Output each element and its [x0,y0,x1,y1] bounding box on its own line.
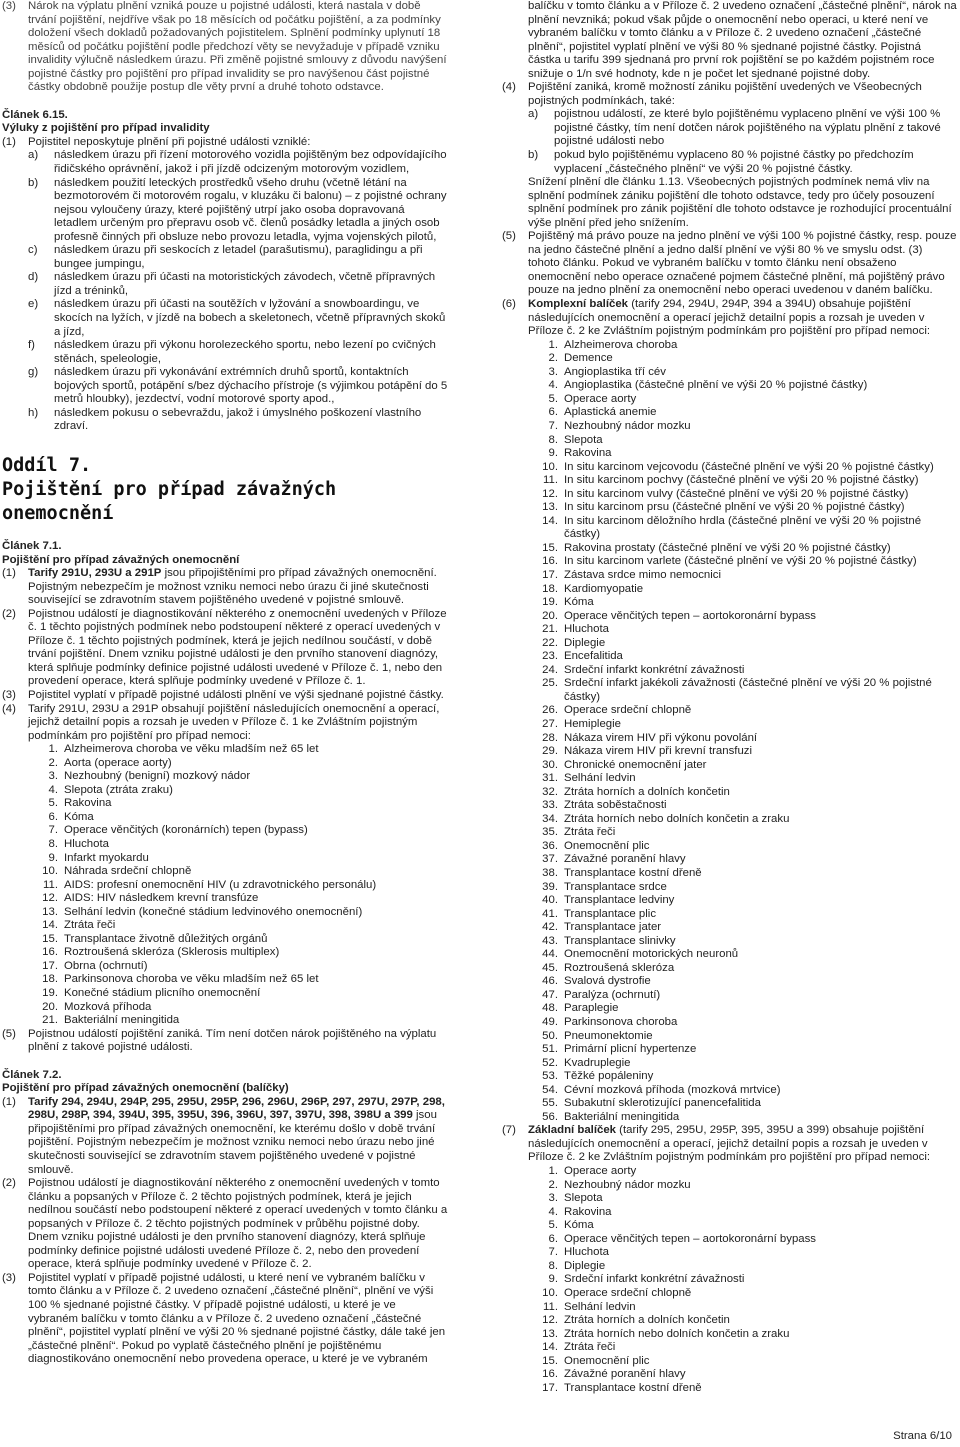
exclusions-list [28,149,448,433]
list-item: 33. Ztráta soběstačnosti [542,799,667,812]
list-item: 18. Kardiomyopatie [542,582,644,595]
list-item: d) následkem úrazu při účasti na motoristických závodech, včetně přípravných jízd a tréninků, [28,271,436,297]
list-item: 1. Operace aorty [548,1165,637,1178]
list-item: 47. Paralýza (ochrnutí) [542,988,661,1001]
list-item: 4. Rakovina [548,1205,612,1218]
list-item: 1. Alzheimerova choroba [548,338,678,351]
page-number: Strana 6/10 [893,1430,952,1442]
paragraph-7-2-7: (7) Základní balíček (tarify 295, 295U, 295P, 395, 395U a 399) obsahuje pojištění následujících onemocnění a operací, jejichž detailní popis a rozsah je uveden v Příloze č. 2 ke Zvláštním pojistným podmínkám pro pojištění pro případ nemoci: [502,1124,931,1164]
list-item: 7. Operace věnčitých (koronárních) tepen (bypass) [48,824,308,837]
list-item: 19. Kóma [542,596,594,609]
basic-package-list [528,1165,957,1395]
article-7-2-subtitle: Pojištění pro případ závažných onemocnění (balíčky) [2,1082,289,1095]
list-item: 9. Rakovina [548,447,612,460]
list-item: 46. Svalová dystrofie [542,975,651,988]
paragraph-number: (1) [2,135,16,148]
list-item: 12. AIDS: HIV následkem krevní transfúze [42,892,259,905]
paragraph-text: Nárok na výplatu plnění vzniká pouze u pojistné události, která nastala v době trvání pojištění, nejdříve však po 18 měsících od počátku pojištění, a za podmínky doložení všech dokladů požadovaných pojistitelem. Splnění podmínky uplynutí 18 měsíců od počátku pojištění podle předchozí věty se nevyžaduje v případě vzniku invalidity výlučně následkem úrazu. Při změně pojistné smlouvy z důvodu navýšení pojistné částky pro pojištění pro případ invalidity se pro navýšenou část pojistné částky obdobně použije postup dle věty první a druhé tohoto odstavce. [28,0,447,94]
list-item: 3. Angioplastika tří cév [548,365,666,378]
list-item: 45. Roztroušená skleróza [542,961,675,974]
article-6-15-subtitle: Výluky z pojištění pro případ invalidity [2,122,210,135]
list-item: 7. Hluchota [548,1246,609,1259]
list-item: 6. Aplastická anemie [548,406,657,419]
list-item: e) následkem úrazu při účasti na soutěžích v lyžování a snowboardingu, ve skocích na lyžích, v jízdě na bobech a skeletonech, včetně přípravných skoků a jízd, [28,298,446,338]
list-item: 14. In situ karcinom děložního hrdla (částečné plnění ve výši 20 % pojistné částky) [542,514,922,541]
list-item: 54. Cévní mozková příhoda (mozková mrtvice) [542,1083,781,1096]
list-item: b) pokud bylo pojištěnému vyplaceno 80 % pojistné částky po předchozím vyplacení „částečného plnění“ ve výši 20 % pojistné částky. [528,149,914,175]
termination-list [528,108,957,176]
list-item: 2. Demence [548,352,613,365]
list-item: 4. Angioplastika (částečné plnění ve výši 20 % pojistné částky) [548,379,868,392]
paragraph-7-2-4: (4) Pojištění zaniká, kromě možností zániku pojištění uvedených ve Všeobecných pojistných podmínkách, také: [502,81,922,107]
list-item: 7. Nezhoubný nádor mozku [548,419,691,432]
list-item: 17. Obrna (ochrnutí) [42,959,148,972]
article-6-15-title: Článek 6.15. [2,108,68,121]
list-item: 13. Selhání ledvin (konečné stádium ledvinového onemocnění) [42,905,363,918]
list-item: 21. Bakteriální meningitida [42,1014,180,1027]
list-item: 35. Ztráta řeči [542,826,616,839]
list-item: 5. Rakovina [48,797,112,810]
list-item: 32. Ztráta horních a dolních končetin [542,785,730,798]
article-7-2-title: Článek 7.2. [2,1068,62,1081]
list-item: 13. In situ karcinom prsu (částečné plnění ve výši 20 % pojistné částky) [542,501,905,514]
list-item: 48. Paraplegie [542,1002,619,1015]
list-item: 26. Operace srdeční chlopně [542,704,692,717]
list-item: 8. Diplegie [548,1259,606,1272]
list-item: 11. In situ karcinom pochvy (částečné plnění ve výši 20 % pojistné částky) [543,474,919,487]
list-item: 23. Encefalitida [542,650,623,663]
paragraph-6-15-1 [2,136,448,150]
list-item: 6. Kóma [48,810,94,823]
list-item: 43. Transplantace slinivky [542,934,676,947]
paragraph-text: Pojistitel neposkytuje plnění při pojistné události vzniklé: [28,135,311,148]
list-item: 9. Srdeční infarkt konkrétní závažnosti [548,1273,745,1286]
list-item: 38. Transplantace kostní dřeně [542,867,702,879]
list-item: 16. Závažné poranění hlavy [542,1368,686,1381]
list-item: 50. Pneumonektomie [542,1029,653,1042]
list-item: c) následkem úrazu při seskocích z letadel (parašutismu), paraglidingu a při bungee jumpingu, [28,244,423,270]
list-item: 25. Srdeční infarkt jakékoli závažnosti (částečné plnění ve výši 20 % pojistné částky) [542,677,932,703]
section-number: Oddíl 7. [2,454,92,476]
list-item: 28. Nákaza virem HIV při výkonu povolání [542,731,758,744]
list-item: 16. In situ karcinom varlete (částečné plnění ve výši 20 % pojistné částky) [542,555,917,568]
list-item: 3. Slepota [548,1192,603,1205]
list-item: 17. Transplantace kostní dřeně [542,1381,702,1394]
list-item: 15. Rakovina prostaty (částečné plnění ve výši 20 % pojistné částky) [542,541,891,554]
list-item: 15. Transplantace životně důležitých orgánů [42,932,268,945]
section-title: Pojištění pro případ závažných onemocnění [2,478,337,524]
list-item: 5. Operace aorty [548,392,637,405]
list-item: 2. Nezhoubný nádor mozku [548,1178,691,1191]
list-item: g) následkem úrazu při vykonávání extrémních druhů sportů, kontaktních bojových sportů, potápění s/bez dýchacího přístroje (s výjimkou potápění do 5 metrů hloubky), jezdectví, vodní motorové sporty apod., [28,366,448,406]
paragraph-7-1-4: (4) Tarify 291U, 293U a 291P obsahují pojištění následujících onemocnění a operací, jejichž detailní popis a rozsah je uveden v Příloze č. 1 ke Zvláštním pojistným podmínkám pro pojištění pro případ nemoci: [2,702,440,742]
list-item: a) pojistnou událostí, ze které bylo pojištěnému vyplaceno plnění ve výši 100 % pojistné částky, tím není dotčen nárok pojištěného na výplatu plnění z takové pojistné události nebo [528,108,941,148]
paragraph-7-1-3: (3) Pojistitel vyplatí v případě pojistné události plnění ve výši sjednané pojistné částky. [2,688,444,701]
list-item: 10. In situ karcinom vejcovodu (částečné plnění ve výši 20 % pojistné částky) [542,460,934,473]
list-item: 29. Nákaza virem HIV při krevní transfuzi [542,745,753,758]
left-column [2,0,448,1367]
list-item: 44. Onemocnění motorických neuronů [542,948,739,961]
list-item: 5. Kóma [548,1219,594,1232]
paragraph-number: (3) [2,0,16,12]
right-column [502,0,957,1395]
paragraph-7-2-5: (5) Pojištěný má právo pouze na jedno plnění ve výši 100 % pojistné částky, resp. pouze na jedno částečné plnění a jedno další plnění ve výši 80 % ve smyslu odst. (3) tohoto článku. Pokud ve vybraném balíčku v tomto článku není obsaženo onemocnění nebo operace označené pojmem částečné plnění, má pojištěný právo pouze na jedno plnění za onemocnění nebo operaci uvedenou v daném balíčku. [502,230,957,297]
list-item: f) následkem úrazu při výkonu horolezeckého sportu, nebo lezení po cvičných stěnách, speleologie, [28,339,436,365]
list-item: 4. Slepota (ztráta zraku) [48,783,173,796]
article-7-1-subtitle: Pojištění pro případ závažných onemocnění [2,553,240,566]
list-item: 2. Aorta (operace aorty) [48,756,172,769]
list-item: 21. Hluchota [542,623,609,636]
list-item: 52. Kvadruplegie [542,1056,631,1069]
list-item: 9. Infarkt myokardu [48,851,149,864]
list-item: 11. Selhání ledvin [543,1300,636,1313]
list-item: 22. Diplegie [542,636,606,649]
paragraph-7-2-1: (1) Tarify 294, 294U, 294P, 295, 295U, 295P, 296, 296U, 296P, 297, 297U, 297P, 298, 298U, 298P, 394, 394U, 395, 395U, 396, 396U, 397, 397U, 398, 398U a 399 jsou připojištěními pro případ závažných onemocnění, ke kterému došlo v době trvání pojištění. Pojistným nebezpečím je možnost vzniku nemoci nebo úrazu nebo jiné skutečnosti související se zdravotním stavem pojištěného uvedené v pojistné smlouvě. [2,1095,445,1176]
list-item: 49. Parkinsonova choroba [542,1016,678,1029]
paragraph-intro-3 [2,0,448,95]
paragraph-7-2-3: (3) Pojistitel vyplatí v případě pojistné události, u které není ve vybraném balíčku v tomto článku a v Příloze č. 2 uvedeno označení „částečné plnění“, plnění ve výši 100 % sjednané pojistné částky. V případě pojistné události, u které je ve vybraném balíčku v tomto článku a v Příloze č. 2 uvedeno označení „částečné plnění“, pojistitel vyplatí plnění ve výši 20 % sjednané pojistné částky, dále také jen „částečné plnění“. Pokud po vyplatě částečného plnění je pojištěnému diagnostikováno onemocnění nebo provedena operace, u které je ve vybraném [2,1271,446,1366]
list-item: 14. Ztráta řeči [42,919,116,932]
list-item: 30. Chronické onemocnění jater [542,758,707,771]
list-item: 20. Operace věnčitých tepen – aortokoronární bypass [542,609,817,622]
list-item: 37. Závažné poranění hlavy [542,853,686,866]
list-item: b) následkem použití leteckých prostředků všeho druhu (včetně létání na bezmotorovém či motorovém rogalu, v kluzáku či balonu) – z pojistné ochrany nejsou vyloučeny úrazy, které pojištěný utrpí jako osoba dopravovaná letadlem určeným pro přepravu osob vč. členů posádky letadla a jiných osob profesně činných při obsluze nebo provozu letadla, vyjma vojenských pilotů, [28,176,447,243]
list-item: 51. Primární plicní hypertenze [542,1043,697,1056]
list-item: 3. Nezhoubný (benigní) mozkový nádor [48,770,251,783]
list-item: 13. Ztráta horních nebo dolních končetin a zraku [542,1327,790,1340]
paragraph-7-2-3-continued: balíčku v tomto článku a v Příloze č. 2 uvedeno označení „částečné plnění“, nárok na plnění nevzniká; pokud však půjde o onemocnění nebo operaci, u které není ve vybraném balíčku v tomto článku a v Příloze č. 2 uvedeno označení „částečné plnění“, pojistitel vyplatí plnění ve výši 80 % sjednané pojistné částky. Pojistná částka u tarifu 399 sjednaná pro první rok pojištění se po každém pojistném roce snižuje o 1/n své hodnoty, kde n je počet let sjednané pojistné doby. [528,0,957,80]
list-item: 10. Operace srdeční chlopně [542,1286,692,1299]
list-item: 27. Hemiplegie [542,717,621,730]
list-item: 12. In situ karcinom vulvy (částečné plnění ve výši 20 % pojistné částky) [542,487,909,500]
paragraph-7-2-6: (6) Komplexní balíček (tarify 294, 294U, 294P, 394 a 394U) obsahuje pojištění následujících onemocnění a operací jejichž detailní popis a rozsah je uveden v Příloze č. 2 ke Zvláštním pojistným podmínkám pro pojištění pro případ nemoci: [502,298,931,338]
list-item: 56. Bakteriální meningitida [542,1110,680,1123]
list-item: 8. Slepota [548,433,603,446]
list-item: 20. Mozková příhoda [42,1000,152,1013]
list-item: 15. Onemocnění plic [542,1354,650,1367]
list-item: 8. Hluchota [48,837,109,850]
list-item: 11. AIDS: profesní onemocnění HIV (u zdravotnického personálu) [43,878,377,891]
complex-package-list [528,339,957,1125]
list-item: h) následkem pokusu o sebevraždu, jakož i úmyslného poškození vlastního zdraví. [28,406,422,433]
list-item: 12. Ztráta horních a dolních končetin [542,1314,730,1327]
list-item: 34. Ztráta horních nebo dolních končetin a zraku [542,812,790,825]
list-item: 41. Transplantace plic [542,907,657,920]
list-item: 39. Transplantace srdce [542,880,667,893]
diseases-list-7-1 [28,743,448,1027]
list-item: 53. Těžké popáleniny [542,1070,654,1083]
list-item: 42. Transplantace jater [542,921,662,934]
list-item: 24. Srdeční infarkt konkrétní závažnosti [542,663,745,676]
paragraph-7-1-2: (2) Pojistnou událostí je diagnostikování některého z onemocnění uvedených v Příloze č. 1 těchto pojistných podmínek nebo podstoupení některé z operací uvedených v Příloze č. 1 těchto pojistných podmínek, která je jejich nedílnou součástí, v době trvání pojištění. Dnem vzniku pojistné události je den prvního stanovení diagnózy, která splňuje podmínky definice pojistné události uvedené v Příloze č. 1, nebo den provedení operace, která splňuje podmínky uvedené v Příloze č. 1. [2,607,447,688]
list-item: 6. Operace věnčitých tepen – aortokoronární bypass [548,1232,817,1245]
list-item: 14. Ztráta řeči [542,1341,616,1354]
list-item: 16. Roztroušená skleróza (Sklerosis multiplex) [42,946,280,959]
list-item: 18. Parkinsonova choroba ve věku mladším než 65 let [42,973,319,986]
paragraph-7-1-5: (5) Pojistnou událostí pojištění zaniká. Tím není dotčen nárok pojištěného na výplatu plnění z takové pojistné události. [2,1027,437,1054]
article-7-1-title: Článek 7.1. [2,539,62,552]
list-item: 19. Konečné stádium plicního onemocnění [42,987,261,999]
list-item: 55. Subakutní sklerotizující panencefalitida [542,1097,761,1110]
paragraph-7-1-1: (1) Tarify 291U, 293U a 291P jsou připojištěními pro případ závažných onemocnění. Pojistným nebezpečím je možnost vzniku nemoci nebo úrazu či jiné skutečnosti související se zdravotním stavem pojištěného uvedené v pojistné smlouvě. [2,567,437,607]
list-item: 36. Onemocnění plic [542,839,650,852]
paragraph-7-2-2: (2) Pojistnou událostí je diagnostikování některého z onemocnění uvedených v tomto článku a popsaných v Příloze č. 2 těchto pojistných podmínek, která je jejich nedílnou součástí nebo podstoupení některé z operací uvedených v tomto článku a popsaných v Příloze č. 2 těchto pojistných podmínek v průběhu pojistné doby. Dnem vzniku pojistné události je den prvního stanovení diagnózy, která splňuje podmínky definice pojistné události uvedené Příloze č. 2, nebo den provedení operace, která splňuje podmínky uvedené v Příloze č. 2. [2,1177,448,1271]
list-item: 31. Selhání ledvin [542,772,636,785]
paragraph-7-2-4-tail: Snížení plnění dle článku 1.13. Všeobecných pojistných podmínek nemá vliv na splnění podmínek zániku pojištění dle tohoto odstavce, tedy pro účely posouzení splnění podmínek pro zánik pojištění dle tohoto odstavce je rozhodující procentuální výše plnění před jeho snížením. [528,176,952,229]
list-item: 17. Zástava srdce mimo nemocnici [542,568,721,581]
list-item: 40. Transplantace ledviny [542,894,675,907]
list-item: a) následkem úrazu při řízení motorového vozidla pojištěným bez odpovídajícího řidičského oprávnění, jakož i při jízdě odcizeným motorovým vozidlem, [28,149,447,176]
list-item: 10. Náhrada srdeční chlopně [42,865,192,878]
list-item: 1. Alzheimerova choroba ve věku mladším než 65 let [48,743,319,756]
